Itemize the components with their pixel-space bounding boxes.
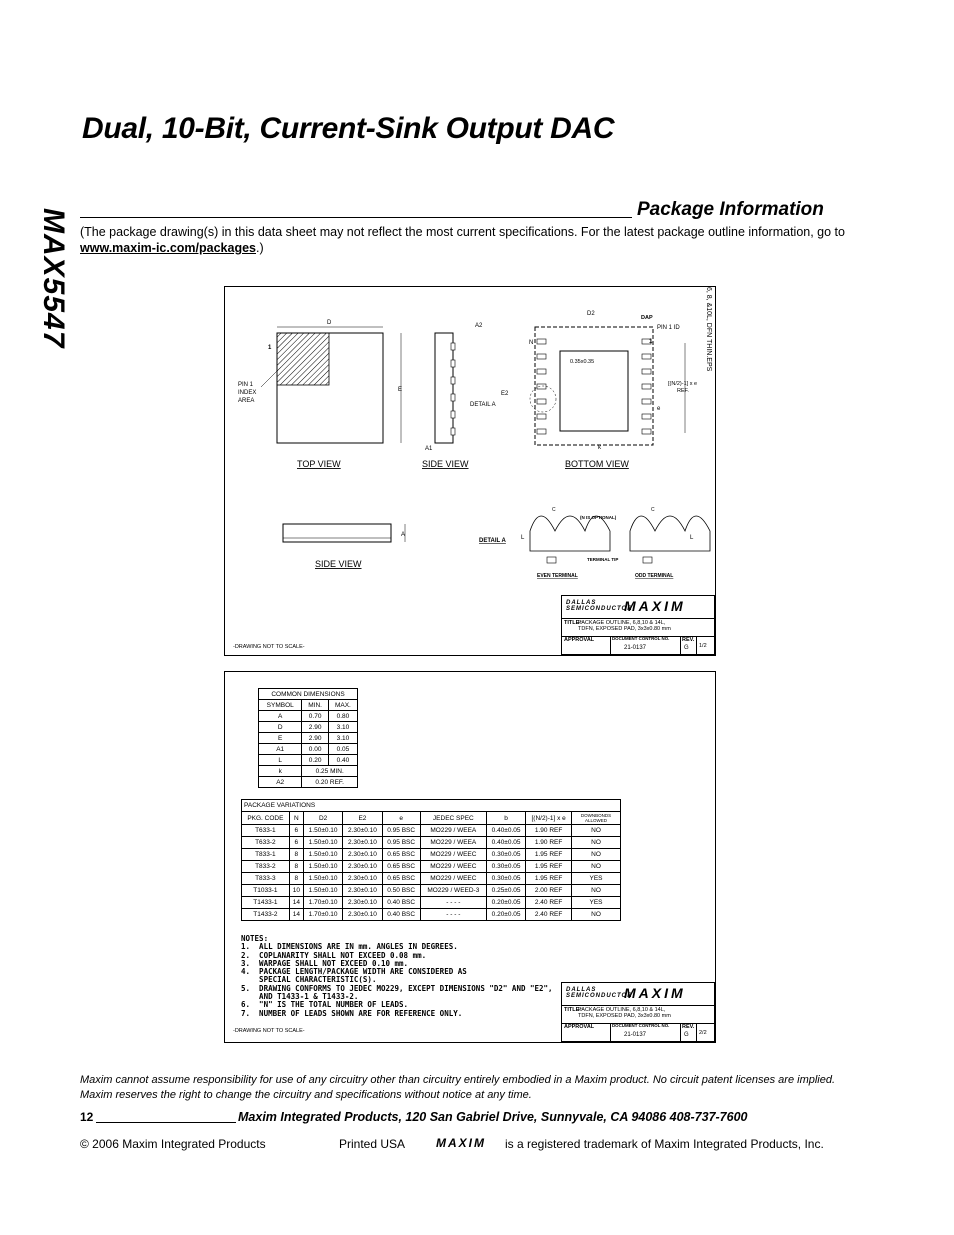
centerline-label-left: C [552, 507, 556, 513]
table-cell: 14 [289, 909, 303, 921]
section-title: Package Information [637, 199, 824, 220]
table-cell: MO229 / WEEC [420, 861, 486, 873]
table-cell: 0.40 BSC [382, 897, 420, 909]
side-view-title: SIDE VIEW [422, 459, 469, 469]
table-cell: YES [572, 897, 621, 909]
table-cell: 1.50±0.10 [303, 861, 342, 873]
table-cell: T633-1 [242, 825, 290, 837]
common-dimensions-title: COMMON DIMENSIONS [259, 689, 358, 700]
tb2-doc-number: 21-0137 [624, 1032, 647, 1038]
table-cell: NO [572, 825, 621, 837]
note-5-cont: AND T1433-1 & T1433-2. [241, 992, 359, 1002]
footer-rule [96, 1122, 236, 1123]
table-cell: T1033-1 [242, 885, 290, 897]
tb1-title: PACKAGE OUTLINE, 6,8,10 & 14L, TDFN, EXPOSED PAD, 3x3x0.80 mm [578, 620, 671, 632]
table-cell: 1.50±0.10 [303, 873, 342, 885]
table-cell: 2.30±0.10 [343, 873, 382, 885]
table-cell: MO229 / WEEA [420, 837, 486, 849]
pad-corner-label: 0.35x0.35 [570, 359, 595, 365]
tb1-approval: APPROVAL [564, 637, 595, 643]
table-row: A2 0.20 REF. [259, 777, 358, 788]
variation-rows [242, 825, 621, 921]
table-cell: 0.40±0.05 [486, 825, 525, 837]
note-7: 7. NUMBER OF LEADS SHOWN ARE FOR REFERENCE ONLY. [241, 1008, 463, 1018]
table-cell: 0.65 BSC [382, 861, 420, 873]
dim-label-e2: E2 [501, 391, 509, 397]
table-cell: MO229 / WEEC [420, 849, 486, 861]
tb1-doc-number: 21-0137 [624, 645, 647, 651]
table-cell: 1.95 REF [526, 849, 572, 861]
side-view2-body [283, 524, 391, 542]
table-cell: 8 [289, 873, 303, 885]
dim-label-l-right: L [690, 535, 694, 541]
table-cell: 14 [289, 897, 303, 909]
note-3: 3. WARPAGE SHALL NOT EXCEED 0.10 mm. [241, 958, 409, 968]
table-cell: 6 [289, 825, 303, 837]
table-cell: 2.40 REF [526, 897, 572, 909]
table-row: A 0.70 0.80 [259, 711, 358, 722]
table-cell: 0.40 BSC [382, 909, 420, 921]
copyright: © 2006 Maxim Integrated Products [80, 1137, 266, 1151]
table-cell: 1.95 REF [526, 873, 572, 885]
tb1-rev: G [684, 645, 689, 651]
page-number: 12 [80, 1110, 94, 1124]
table-cell: 1.70±0.10 [303, 909, 342, 921]
table-row: A1 0.00 0.05 [259, 744, 358, 755]
notes-title: NOTES: [241, 934, 269, 943]
dim-header-min: MIN. [302, 700, 328, 711]
table-cell: 8 [289, 849, 303, 861]
tb2-approval: APPROVAL [564, 1024, 595, 1030]
table-cell: 1.70±0.10 [303, 897, 342, 909]
drawing-notes [241, 935, 553, 1018]
table-cell: 1.50±0.10 [303, 849, 342, 861]
table-cell: 1.90 REF [526, 837, 572, 849]
tb2-sheet: 2/2 [699, 1030, 707, 1036]
detail-a-label: DETAIL A [470, 402, 496, 408]
dim-label-e: E [398, 387, 403, 393]
intro-text-before: (The package drawing(s) in this data sheet may not reflect the most current specifications. For the latest package outline information, go to [80, 225, 845, 239]
package-drawing-sheet-2 [224, 671, 716, 1043]
tb2-title: PACKAGE OUTLINE, 6,8,10 & 14L, TDFN, EXPOSED PAD, 3x3x0.80 mm [578, 1007, 671, 1019]
table-cell: T833-1 [242, 849, 290, 861]
package-variations-table [241, 799, 621, 921]
dim-header-symbol: SYMBOL [259, 700, 302, 711]
dim-label-d2: D2 [587, 311, 595, 317]
table-row [242, 825, 621, 837]
bottom-view-title: BOTTOM VIEW [565, 459, 629, 469]
table-cell: 2.30±0.10 [343, 897, 382, 909]
maxim-logo-block-1: MAXIM [624, 598, 686, 614]
svg-text:REF.: REF. [677, 388, 689, 394]
tb2-rev: G [684, 1032, 689, 1038]
svg-text:INDEX: INDEX [238, 390, 257, 396]
pin1-index-area [277, 333, 329, 385]
table-cell: 10 [289, 885, 303, 897]
table-cell: 0.50 BSC [382, 885, 420, 897]
table-row [242, 861, 621, 873]
table-row [242, 885, 621, 897]
printed-usa: Printed USA [339, 1137, 406, 1151]
dim-label-a2: A2 [475, 323, 483, 329]
table-row [242, 873, 621, 885]
table-cell: 2.30±0.10 [343, 861, 382, 873]
table-cell: 0.20±0.05 [486, 909, 525, 921]
table-cell: 2.40 REF [526, 909, 572, 921]
centerline-label-right: C [651, 507, 655, 513]
dim-label-d: D [327, 320, 332, 326]
maxim-logo-block-2: MAXIM [624, 985, 686, 1001]
intro-text-after: .) [256, 241, 264, 255]
side-part-text: MAX5547 [37, 208, 70, 349]
tb1-doc-ctrl-label: DOCUMENT CONTROL NO. [612, 637, 670, 642]
table-row: k 0.25 MIN. [259, 766, 358, 777]
page-title: Dual, 10-Bit, Current-Sink Output DAC [82, 112, 615, 145]
table-row [242, 837, 621, 849]
maxim-footer-logo: MAXIM [436, 1136, 486, 1150]
not-to-scale-1: -DRAWING NOT TO SCALE- [233, 644, 305, 650]
table-cell: 0.95 BSC [382, 837, 420, 849]
odd-terminal-shape [630, 516, 710, 551]
tb2-rev-label: REV. [682, 1024, 695, 1030]
table-cell: 0.30±0.05 [486, 861, 525, 873]
table-row: D 2.90 3.10 [259, 722, 358, 733]
table-cell: 1.50±0.10 [303, 825, 342, 837]
table-row: E 2.90 3.10 [259, 733, 358, 744]
pin1-index-label: PIN 1 [238, 382, 254, 388]
table-row: L 0.20 0.40 [259, 755, 358, 766]
svg-text:AREA: AREA [238, 398, 255, 404]
table-cell: MO229 / WEED-3 [420, 885, 486, 897]
title-block-2 [561, 982, 715, 1042]
package-variations-title: PACKAGE VARIATIONS [242, 800, 621, 812]
table-cell: T833-3 [242, 873, 290, 885]
table-cell: 0.25±0.05 [486, 885, 525, 897]
tb2-doc-ctrl-label: DOCUMENT CONTROL NO. [612, 1024, 670, 1029]
dap-label: DAP [641, 315, 653, 321]
note-4: 4. PACKAGE LENGTH/PACKAGE WIDTH ARE CONSIDERED AS [241, 967, 467, 977]
dim-label-k: k [598, 445, 601, 451]
dallas-logo-2: DALLAS SEMICONDUCTOR [566, 987, 633, 999]
table-cell: NO [572, 837, 621, 849]
table-cell: 0.20±0.05 [486, 897, 525, 909]
note-4-cont: SPECIAL CHARACTERISTIC(S). [241, 975, 377, 985]
drawing-file-label: 6, 8, &10L, DFN THIN.EPS [705, 287, 712, 372]
table-cell: 0.30±0.05 [486, 849, 525, 861]
note-1: 1. ALL DIMENSIONS ARE IN mm. ANGLES IN DEGREES. [241, 942, 458, 952]
tb1-rev-label: REV. [682, 637, 695, 643]
note-2: 2. COPLANARITY SHALL NOT EXCEED 0.08 mm. [241, 950, 427, 960]
even-terminal-label: EVEN TERMINAL [537, 573, 578, 579]
table-cell: YES [572, 873, 621, 885]
table-cell: - - - - [420, 897, 486, 909]
table-cell: NO [572, 909, 621, 921]
table-cell: 0.65 BSC [382, 849, 420, 861]
table-cell: 1.95 REF [526, 861, 572, 873]
table-cell: 0.65 BSC [382, 873, 420, 885]
table-cell: T833-2 [242, 861, 290, 873]
pin1-number: 1 [268, 345, 272, 351]
table-cell: 2.30±0.10 [343, 885, 382, 897]
dim-label-e-pitch: e [657, 406, 661, 412]
table-cell: 2.30±0.10 [343, 825, 382, 837]
table-cell: 2.30±0.10 [343, 909, 382, 921]
dim-label-a1: A1 [425, 446, 433, 452]
table-row [242, 897, 621, 909]
pin1-id-label: PIN 1 ID [657, 325, 680, 331]
table-cell: 1.90 REF [526, 825, 572, 837]
dim-header-max: MAX. [328, 700, 357, 711]
table-cell: T1433-2 [242, 909, 290, 921]
table-cell: T1433-1 [242, 897, 290, 909]
table-cell: 0.40±0.05 [486, 837, 525, 849]
title-block-1 [561, 595, 715, 655]
trademark-text: is a registered trademark of Maxim Integrated Products, Inc. [505, 1137, 824, 1151]
table-cell: - - - - [420, 909, 486, 921]
table-cell: 2.00 REF [526, 885, 572, 897]
table-cell: T633-2 [242, 837, 290, 849]
bottom-view-body [535, 327, 653, 445]
table-header-row: PKG. CODE N D2 E2 e JEDEC SPEC b [(N/2)-1] x e DOWNBONDS ALLOWED [242, 812, 621, 825]
dim-label-n: N [529, 340, 534, 346]
dim-label-l-left: L [521, 535, 525, 541]
tb1-title-label: TITLE: [564, 620, 582, 626]
detail-a-title: DETAIL A [479, 538, 506, 544]
odd-terminal-label: ODD TERMINAL [635, 573, 674, 579]
table-cell: 6 [289, 837, 303, 849]
bottom-pin1-number: 1 [649, 339, 653, 345]
disclaimer: Maxim cannot assume responsibility for use of any circuitry other than circuitry entirely embodied in a Maxim product. No circuit patent licenses are implied. Maxim reserves the right to change the circuitry and specifications without notice at any time. [80, 1074, 836, 1101]
table-cell: MO229 / WEEA [420, 825, 486, 837]
intro-paragraph [80, 224, 870, 256]
table-cell: NO [572, 885, 621, 897]
dallas-logo: DALLAS SEMICONDUCTOR [566, 600, 633, 612]
top-view-title: TOP VIEW [297, 459, 341, 469]
note-6: 6. "N" IS THE TOTAL NUMBER OF LEADS. [241, 1000, 409, 1010]
section-rule [80, 217, 632, 218]
side-part-number [37, 206, 70, 376]
packages-link[interactable]: www.maxim-ic.com/packages [80, 241, 257, 255]
side-view2-title: SIDE VIEW [315, 559, 362, 569]
note-5: 5. DRAWING CONFORMS TO JEDEC MO229, EXCEPT DIMENSIONS "D2" AND "E2", [241, 983, 553, 993]
terminal-tip-label: TERMINAL TIP [587, 557, 619, 562]
table-cell: 1.50±0.10 [303, 885, 342, 897]
table-row [242, 909, 621, 921]
pitch-ref-label: [(N/2)-1] x e [668, 381, 698, 387]
side-view-body [435, 333, 453, 443]
even-terminal-shape [530, 516, 610, 551]
table-cell: NO [572, 861, 621, 873]
tb1-sheet: 1/2 [699, 643, 707, 649]
footer-address: Maxim Integrated Products, 120 San Gabriel Drive, Sunnyvale, CA 94086 408-737-7600 [238, 1110, 748, 1124]
table-cell: 8 [289, 861, 303, 873]
table-cell: MO229 / WEEC [420, 873, 486, 885]
table-cell: 2.30±0.10 [343, 837, 382, 849]
table-cell: 0.30±0.05 [486, 873, 525, 885]
table-cell: 1.50±0.10 [303, 837, 342, 849]
not-to-scale-2: -DRAWING NOT TO SCALE- [233, 1028, 305, 1034]
table-cell: NO [572, 849, 621, 861]
table-cell: 0.95 BSC [382, 825, 420, 837]
package-drawing-sheet-1 [224, 286, 716, 656]
table-cell: 2.30±0.10 [343, 849, 382, 861]
tb2-title-label: TITLE: [564, 1007, 582, 1013]
n-optional-label: (N IS OPTIONAL) [580, 515, 617, 520]
common-dimensions-table [258, 688, 358, 788]
table-row [242, 849, 621, 861]
dim-label-a: A [401, 532, 406, 538]
